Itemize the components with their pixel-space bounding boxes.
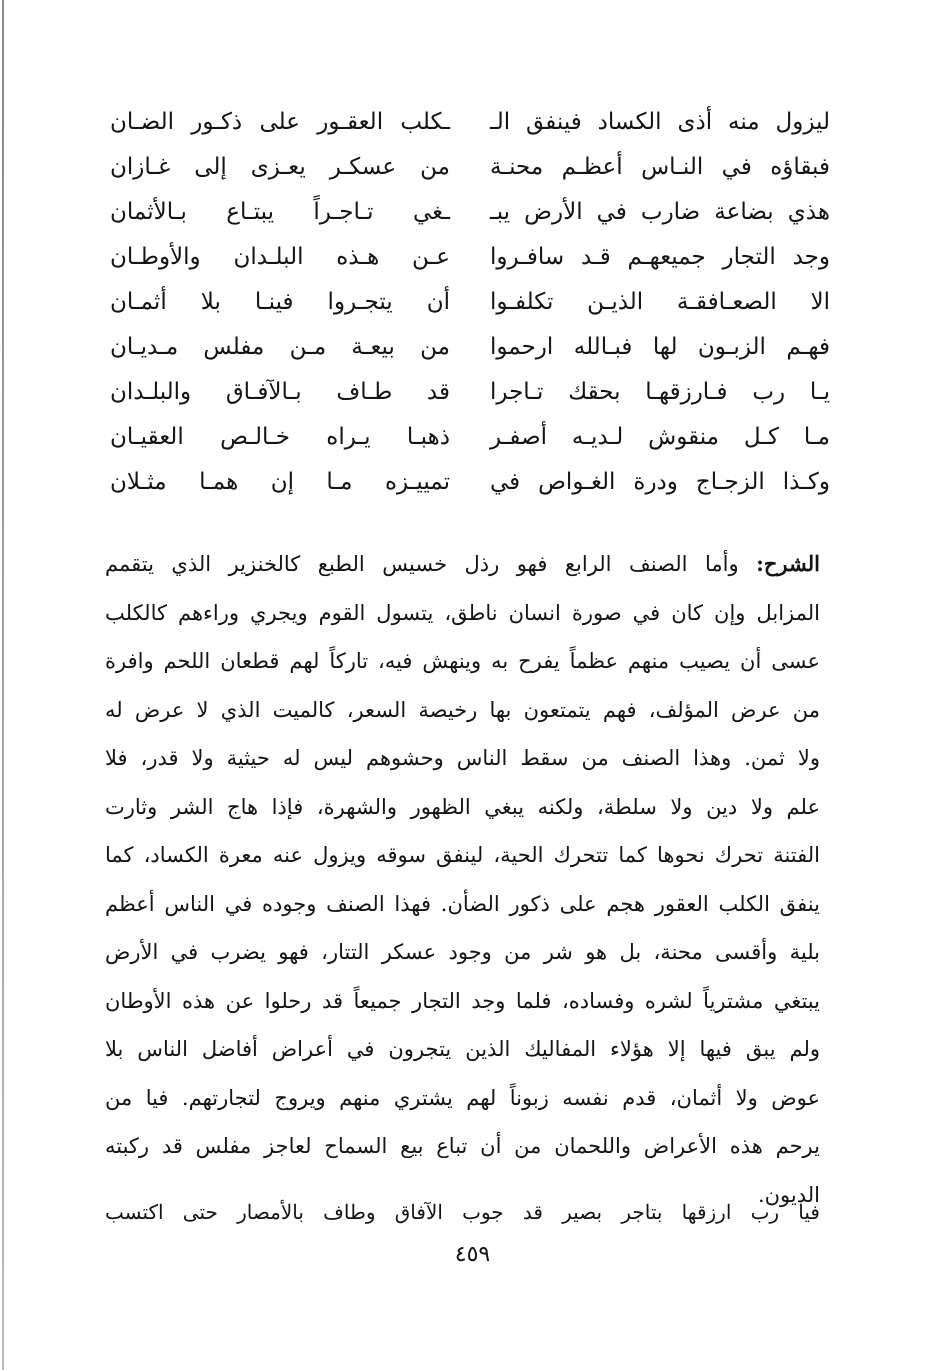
commentary-line: المزابل وإن كان في صورة انسان ناطق، يتسول القوم ويجري وراءهم كالكلب (105, 600, 820, 625)
commentary-section (105, 540, 820, 1219)
commentary-line: ينفق الكلب العقور هجم على ذكور الضأن. فهذا الصنف وجوده في الناس أعظم (105, 891, 820, 916)
verse-hemistich: ـغي تـاجـراً يبتـاع بـالأثمان (110, 199, 450, 225)
verse-hemistich: وكـذا الزجـاج ودرة الغـواص في (490, 469, 830, 495)
verse-hemistich: ذهبـا يـراه خـالـص العقيـان (110, 424, 450, 450)
page-number: ٤٥٩ (454, 1242, 491, 1267)
commentary-line: ولا ثمن. وهذا الصنف من سقط الناس وحشوهم ليس له حيثية ولا قدر، فلا (105, 746, 820, 770)
commentary-first-line (105, 540, 820, 589)
page-edge-shadow (2, 0, 4, 1370)
verse-hemistich: من عسكـر يعـزى إلى غـازان (110, 154, 450, 180)
footnote-text: فيا رب ارزقها بتاجر بصير قد جوب الآفاق وطاف بالأمصار حتى اكتسب (105, 1200, 820, 1224)
commentary-line: عوض ولا أثمان، قدم نفسه زبوناً لهم يشتري منهم ويروج لتجارتهم. فيا من (105, 1085, 820, 1110)
verse-hemistich: فبقاؤه في النـاس أعظـم محنـة (490, 154, 830, 180)
verse-hemistich: قد طـاف بـالآفـاق والبلـدان (110, 379, 450, 405)
poem-right-column (490, 100, 830, 505)
commentary-line: يرحم هذه الأعراض واللحمان من أن تباع بيع السماح لعاجز مفلس قد ركبته (105, 1134, 820, 1158)
commentary-line: بلية وأقسى محنة، بل هو شر من وجود عسكر التتار، فهو يضرب في الأرض (105, 940, 820, 964)
verse-hemistich: تمييـزه مـا إن همـا مثـلان (110, 469, 450, 495)
commentary-line: ولم يبق فيها إلا هؤلاء المفاليك الذين يتجرون في أعراض أفاضل الناس بلا (105, 1037, 820, 1061)
verse-hemistich: فهـم الزبـون لها فبـالله ارحموا (490, 334, 830, 360)
commentary-first-text: وأما الصنف الرابع فهو رذل خسيس الطبع كالخنزير الذي يتقمم (105, 552, 757, 576)
verse-hemistich: هذي بضاعة ضارب في الأرض يبـ (490, 199, 830, 225)
verse-hemistich: ـكلب العقـور على ذكـور الضـان (110, 109, 450, 135)
verse-hemistich: وجد التجار جميعهـم قـد سافـروا (490, 244, 830, 270)
commentary-line: عسى أن يصيب منهم عظماً يفرح به وينهش فيه، تاركاً لهم قطعان اللحم وافرة (105, 649, 820, 673)
verse-hemistich: من بيعـة مـن مفلس مـديـان (110, 334, 450, 360)
commentary-line: يبتغي مشترياً لشره وفساده، فلما وجد التجار جميعاً قد رحلوا عن هذه الأوطان (105, 988, 820, 1013)
commentary-line: الفتنة تحرك نحوها كما تتحرك الحية، لينفق سوقه ويزول عنه معرة الكساد، كما (105, 843, 820, 867)
verse-hemistich: عـن هـذه البلـدان والأوطـان (110, 244, 450, 270)
verse-hemistich: الا الصعـافقـة الذيـن تكلفـوا (490, 289, 830, 315)
commentary-line: علم ولا دين ولا سلطة، ولكنه يبغي الظهور والشهرة، فإذا هاج الشر وثارت (105, 794, 820, 819)
verse-hemistich: ليزول منه أذى الكساد فينفق الـ (490, 109, 830, 135)
verse-hemistich: أن يتجـروا فينـا بلا أثمـان (110, 289, 450, 315)
verse-hemistich: يـا رب فـارزقهـا بحقك تـاجرا (490, 379, 830, 405)
commentary-line: من عرض المؤلف، فهم يتمتعون بها رخيصة السعر، كالميت الذي لا عرض له (105, 697, 820, 722)
commentary-line: الديون. (757, 1182, 820, 1207)
verse-hemistich: مـا كـل منقوش لـديـه أصفـر (490, 424, 830, 450)
poem-left-column (110, 100, 450, 505)
poem-block (110, 100, 830, 500)
commentary-label: الشرح: (756, 551, 820, 576)
